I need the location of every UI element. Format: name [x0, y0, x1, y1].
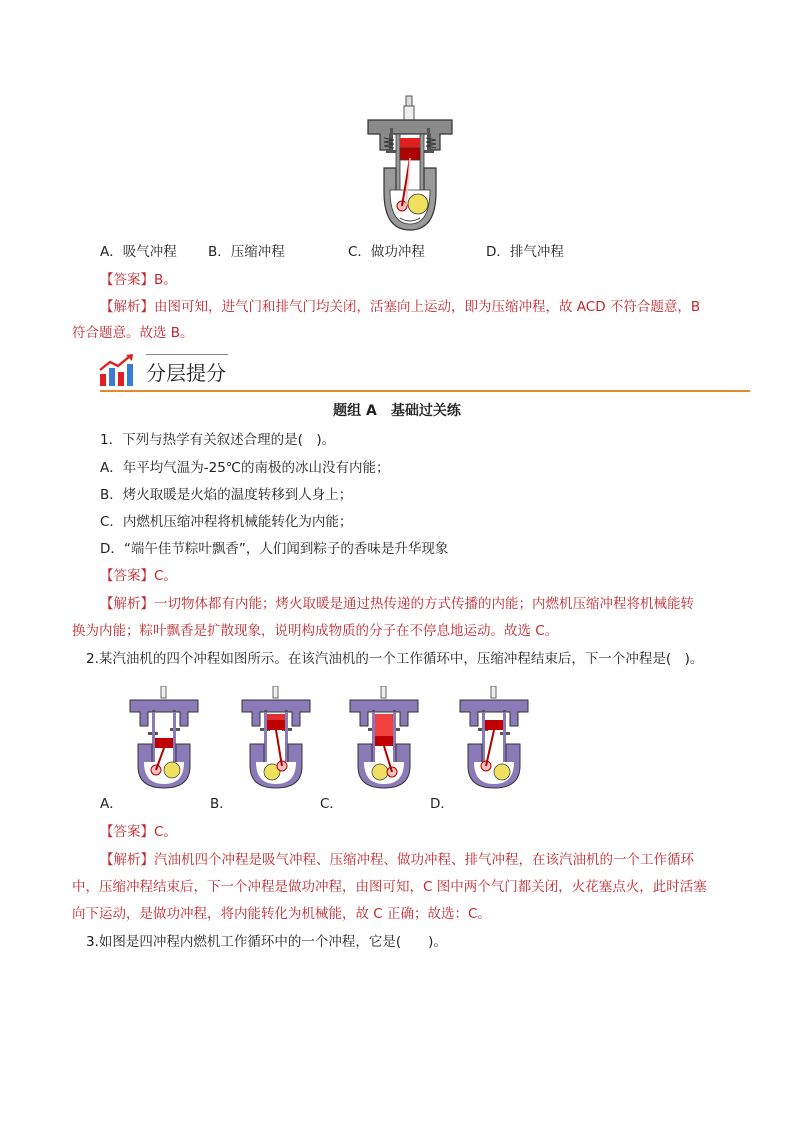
q1-option-b: B．烤火取暖是火焰的温度转移到人身上； [100, 487, 353, 503]
q3-stem: 3.如图是四冲程内燃机工作循环中的一个冲程，它是( )。 [86, 934, 447, 950]
engine-figure-c [346, 686, 422, 790]
analysis-tag: 【解析】 [100, 596, 154, 612]
answer-tag: 【答案】 [100, 568, 154, 584]
q0-option-a: A．吸气冲程 [100, 244, 177, 260]
q2-label-c: C． [320, 796, 343, 812]
answer-text: C。 [154, 568, 177, 584]
q1-answer [100, 566, 177, 586]
q2-stem: 2.某汽油机的四个冲程如图所示。在该汽油机的一个工作循环中，压缩冲程结束后，下一个冲程是( )。 [86, 651, 704, 667]
analysis-tag: 【解析】 [100, 852, 154, 868]
q2-label-b: B． [210, 796, 233, 812]
analysis-text: 向下运动，是做功冲程，将内能转化为机械能，故 C 正确；故选：C。 [72, 906, 491, 922]
q2-answer [100, 822, 177, 842]
q1-option-c: C．内燃机压缩冲程将机械能转化为内能； [100, 514, 353, 530]
q2-analysis-line-2 [72, 877, 707, 897]
section-title-line [146, 354, 228, 355]
answer-tag: 【答案】 [100, 272, 154, 288]
section-title: 分层提分 [146, 361, 226, 385]
section-divider [100, 390, 750, 392]
q0-analysis-line-1 [100, 297, 700, 317]
engine-figure-a [126, 686, 202, 790]
q1-analysis-line-2 [72, 621, 558, 641]
q1-analysis-line-1 [100, 594, 694, 614]
answer-text: C。 [154, 824, 177, 840]
analysis-text: 一切物体都有内能；烤火取暖是通过热传递的方式传播的内能；内燃机压缩冲程将机械能转 [154, 596, 694, 612]
q0-analysis-line-2 [72, 323, 194, 343]
analysis-text: 中，压缩冲程结束后，下一个冲程是做功冲程，由图可知，C 图中两个气门都关闭，火花塞点火，此时活塞 [72, 879, 707, 895]
q2-label-a: A． [100, 796, 123, 812]
analysis-tag: 【解析】 [100, 299, 154, 315]
q1-stem: 1．下列与热学有关叙述合理的是( )。 [100, 432, 336, 448]
q0-option-c: C．做功冲程 [348, 244, 425, 260]
group-title: 题组 A 基础过关练 [333, 403, 461, 419]
analysis-text: 换为内能；粽叶飘香是扩散现象，说明构成物质的分子在不停息地运动。故选 C。 [72, 623, 559, 639]
q2-analysis-line-3 [72, 904, 491, 924]
q2-analysis-line-1 [100, 850, 694, 870]
q1-option-a: A．年平均气温为-25℃的南极的冰山没有内能； [100, 460, 390, 476]
answer-text: B。 [154, 272, 177, 288]
q0-answer [100, 270, 177, 290]
engine-figure-d [456, 686, 532, 790]
q1-option-d: D．“端午佳节粽叶飘香”，人们闻到粽子的香味是升华现象 [100, 541, 449, 557]
analysis-text: 由图可知，进气门和排气门均关闭，活塞向上运动，即为压缩冲程，故 ACD 不符合题意，B [154, 299, 701, 315]
analysis-text: 汽油机四个冲程是吸气冲程、压缩冲程、做功冲程、排气冲程，在该汽油机的一个工作循环 [154, 852, 694, 868]
engine-figure-compression [360, 94, 460, 234]
q2-label-d: D． [430, 796, 454, 812]
q0-option-b: B．压缩冲程 [208, 244, 285, 260]
analysis-text: 符合题意。故选 B。 [72, 325, 194, 341]
chart-growth-icon [98, 352, 138, 388]
q0-option-d: D．排气冲程 [486, 244, 564, 260]
answer-tag: 【答案】 [100, 824, 154, 840]
engine-figure-b [238, 686, 314, 790]
